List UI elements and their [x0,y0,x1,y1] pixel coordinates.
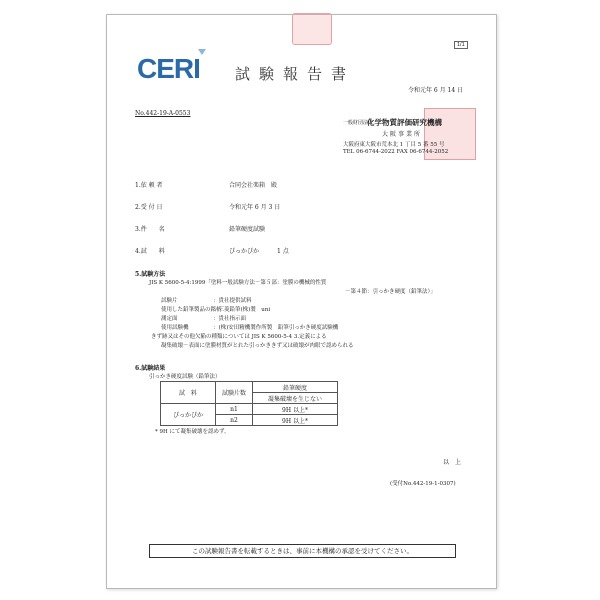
client-label: 1.依 頼 者 [135,182,163,189]
table-header-row [161,382,338,393]
method-row-label: 測定面 [161,316,178,322]
hardness-cell: 9H 以上* [253,404,338,415]
org-name: 化学物質評価研究機構 [367,118,442,127]
sample-name-cell: ぴっかぴか [161,404,216,426]
report-page [106,14,497,589]
office-phone-fax: TEL 06-6744-2022 FAX 06-6744-2052 [343,149,449,155]
ceri-logo: CERI [137,53,200,84]
col-hardness-subheader: 凝集破壊を生じない [253,393,338,404]
method-row-value: ：貴社提供試料 [213,298,252,304]
office-name: 大阪事業所 [382,131,423,138]
cohesive-failure-definition: 凝集破壊－表面に塗膜材質がとれた引っかききず又は破壊が肉眼で認められる [161,343,354,349]
results-table [160,381,338,426]
hardness-cell: 9H 以上* [253,415,338,426]
method-row-label: 使用した鉛筆製品の銘柄 [161,307,222,313]
results-subheading: 引っかき硬度試験（鉛筆法） [149,374,221,380]
piece-cell: n2 [216,415,253,426]
method-row-value: ：(株)安田精機製作所製 鉛筆引っかき硬度試験機 [213,325,339,331]
report-date: 令和元年 6 月 14 日 [408,87,464,94]
receipt-number: (受付No.442-19-1-0307) [390,481,456,487]
col-hardness-header: 鉛筆硬度 [253,382,338,393]
reproduction-notice: この試験報告書を転載するときは、事前に本機構の承認を受けてください。 [149,544,456,558]
table-row [161,404,338,415]
method-row-label: 使用試験機 [161,325,189,331]
method-standard: JIS K 5600-5-4:1999「塗料一般試験方法－第５部：塗膜の機械的性質 [149,280,327,286]
col-sample-header: 試 料 [161,382,216,404]
closing-mark: 以 上 [443,459,462,466]
page-indicator: 1/1 [454,41,468,49]
report-title: 試験報告書 [235,65,356,83]
client-value: 合同会社楽箱 殿 [229,182,278,189]
results-heading: 6.試験結果 [135,365,166,372]
piece-cell: n1 [216,404,253,415]
method-row-value: ：貴社指示面 [213,316,247,322]
method-heading: 5.試験方法 [135,271,166,278]
receipt-date-value: 令和元年 6 月 3 日 [229,204,281,211]
logo-accent-icon [198,49,206,55]
report-number: No.442-19-A-0553 [135,110,191,117]
results-footnote: * 9H にて凝集破壊を認めず。 [155,429,230,435]
office-address: 大阪府東大阪市荒本北 1 丁目 5 番 55 号 [343,142,445,148]
defect-definition: きず跡又はその他欠陥の種類については JIS K 5600-5-4 3.定義による [151,334,327,340]
seal-stamp-top [292,13,332,45]
subject-label: 3.件 名 [135,226,165,233]
col-count-header: 試験片数 [216,382,253,404]
sample-value: ぴっかぴか 1 点 [229,248,289,255]
sample-label: 4.試 料 [135,248,165,255]
subject-value: 鉛筆硬度試験 [229,226,266,233]
method-standard-sub: －第４節：引っかき硬度（鉛筆法）」 [345,289,436,295]
receipt-date-label: 2.受 付 日 [135,204,163,211]
method-row-value: ：三菱鉛筆(株)製 uni [213,307,271,313]
org-prefix: 一般財団法人 [343,120,374,126]
method-row-label: 試験片 [161,298,178,304]
